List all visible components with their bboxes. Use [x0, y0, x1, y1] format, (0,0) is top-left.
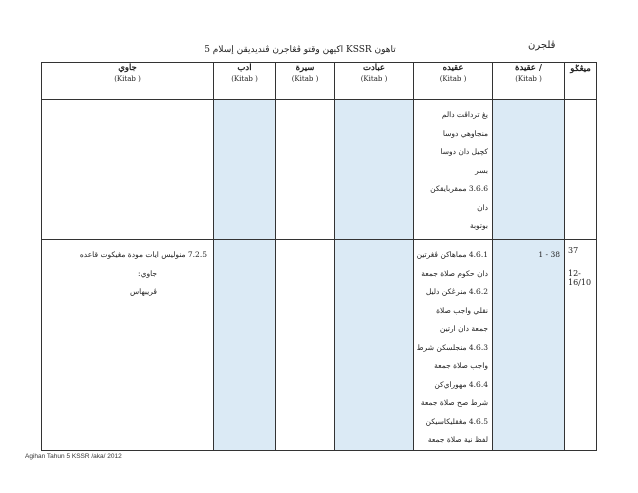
- aqidah-line: منجاوهي دوسا: [442, 128, 488, 138]
- aqidah-line: بسر: [475, 165, 488, 175]
- header-jawi: جاوي (Kitab ): [42, 63, 214, 100]
- cell-sirah: [276, 100, 335, 240]
- ibadah-line: لفظ نية صلاة جمعة: [427, 435, 488, 444]
- header-row: [42, 63, 597, 100]
- cell-ibadah: [335, 240, 414, 451]
- cell-quran: [493, 240, 565, 451]
- jawi-line: ڤريبهاس: [130, 287, 157, 296]
- header-week: ميڠݢو: [565, 63, 597, 100]
- jawi-line: جاوي:: [138, 268, 157, 278]
- ibadah-line: 4.6.4 مهوراي‌كن: [434, 379, 488, 389]
- aqidah-line: 3.6.6 ممقربايقكن: [430, 184, 488, 193]
- header-adab: ادب (Kitab ): [214, 63, 276, 100]
- week-date: 12-16/10: [568, 269, 592, 287]
- ibadah-line: نقلي واجب صلاة: [436, 305, 488, 315]
- jawi-line: 7.2.5 منوليس ايات مودة مڠيكوت قاعده: [79, 250, 207, 259]
- ibadah-line: 4.6.3 منجلسكن شرط: [416, 342, 488, 352]
- table-row: [42, 100, 597, 240]
- corner-label: ڤلجرن: [528, 40, 556, 51]
- header-aqidah: عقيده (Kitab ): [414, 63, 493, 100]
- ibadah-line: 4.6.1 مماهاكن ڤڠرتين: [416, 250, 488, 259]
- ibadah-line: جمعة دان ارتين: [439, 324, 488, 333]
- cell-aqidah: [414, 100, 493, 240]
- aqidah-line: يڠ ترداڤت دالم: [441, 110, 488, 119]
- cell-ibadah: [335, 100, 414, 240]
- cell-ibadah-topics: [414, 240, 493, 451]
- ibadah-line: 4.6.5 مڠقليكاسيكن: [425, 416, 488, 426]
- document-title: 5 اکيهن وقتو ڤڠاجرن ڤنديديقن إسلام KSSR تاهون: [204, 45, 396, 55]
- cell-jawi: [42, 240, 214, 451]
- header-sirah: سيرة (Kitab ): [276, 63, 335, 100]
- ibadah-line: واجب صلاة جمعة: [434, 361, 488, 370]
- cell-week: [565, 240, 597, 451]
- cell-adab: [214, 240, 276, 451]
- lesson-plan-table: [41, 62, 597, 451]
- ibadah-line: 4.6.2 منرڠكن دليل: [425, 287, 488, 296]
- aqidah-line: كچيل دان دوسا: [440, 147, 488, 156]
- ibadah-line: دان حكوم صلاة جمعة: [421, 268, 488, 278]
- cell-jawi: [42, 100, 214, 240]
- header-quran: عقيدة / (Kitab ): [493, 63, 565, 100]
- ibadah-line: شرط صح صلاة جمعة: [420, 398, 488, 407]
- header-ibadah: عبادت (Kitab ): [335, 63, 414, 100]
- cell-quran: [493, 100, 565, 240]
- cell-week: [565, 100, 597, 240]
- table-row: [42, 240, 597, 451]
- footer-text: Agihan Tahun 5 KSSR /aka/ 2012: [25, 453, 122, 460]
- unit-reference: 1 - 38: [538, 250, 560, 259]
- cell-sirah: [276, 240, 335, 451]
- aqidah-line: بوتوبة: [469, 221, 488, 230]
- cell-adab: [214, 100, 276, 240]
- aqidah-line: دان: [477, 202, 488, 212]
- week-number: 37: [568, 246, 579, 255]
